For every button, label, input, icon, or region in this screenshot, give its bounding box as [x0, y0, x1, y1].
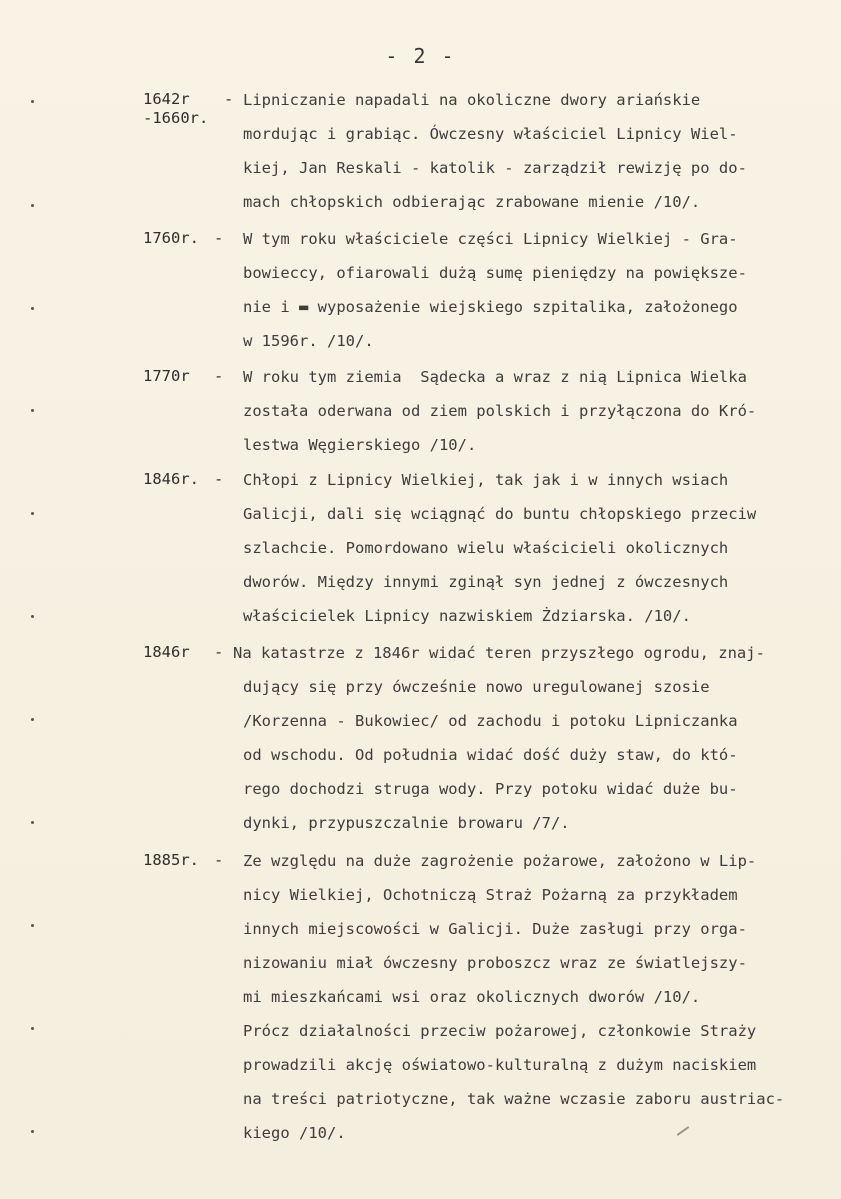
- text-line: właścicielek Lipnicy nazwiskiem Żdziarska. /10/.: [243, 607, 691, 625]
- text-line: na treści patriotyczne, tak ważne wczasie zaboru austriac-: [243, 1090, 785, 1108]
- margin-dot: [31, 1130, 34, 1133]
- entry-dash: -: [214, 470, 224, 488]
- entry-date: 1846r: [143, 643, 190, 661]
- entry-text: [243, 222, 813, 358]
- entry-text: [243, 360, 813, 462]
- entry-text: [243, 83, 813, 219]
- text-line: nie i ▬ wyposażenie wiejskiego szpitalika, założonego: [243, 298, 738, 316]
- text-line: /Korzenna - Bukowiec/ od zachodu i potoku Lipniczanka: [243, 712, 738, 730]
- text-line: mordując i grabiąc. Ówczesny właściciel Lipnicy Wiel-: [243, 125, 738, 143]
- entry-date: 1770r: [143, 367, 190, 385]
- margin-dot: [31, 718, 34, 721]
- text-line: Prócz działalności przeciw pożarowej, członkowie Straży: [243, 1022, 757, 1040]
- text-line: od wschodu. Od południa widać dość duży staw, do któ-: [243, 746, 738, 764]
- entry-date: 1760r.: [143, 229, 199, 247]
- text-line: innych miejscowości w Galicji. Duże zasługi przy orga-: [243, 920, 747, 938]
- text-line: mi mieszkańcami wsi oraz okolicznych dworów /10/.: [243, 988, 701, 1006]
- text-line: bowieccy, ofiarowali dużą sumę pieniędzy na powiększe-: [243, 264, 747, 282]
- entry-text: [243, 844, 813, 1150]
- entry-date: 1642r -1660r.: [143, 90, 209, 127]
- text-line: Ze względu na duże zagrożenie pożarowe, założono w Lip-: [243, 852, 757, 870]
- margin-dot: [31, 409, 34, 412]
- text-line: Chłopi z Lipnicy Wielkiej, tak jak i w innych wsiach: [243, 471, 729, 489]
- text-line: Lipniczanie napadali na okoliczne dwory ariańskie: [243, 91, 701, 109]
- margin-dot: [31, 1027, 34, 1030]
- text-line: prowadzili akcję oświatowo-kulturalną z dużym naciskiem: [243, 1056, 757, 1074]
- text-line: dujący się przy ówcześnie nowo uregulowanej szosie: [243, 678, 710, 696]
- text-line: mach chłopskich odbierając zrabowane mienie /10/.: [243, 193, 701, 211]
- text-line: kiej, Jan Reskali - katolik - zarządził rewizję po do-: [243, 159, 747, 177]
- text-line: Na katastrze z 1846r widać teren przyszłego ogrodu, znaj-: [233, 644, 765, 662]
- text-line: dworów. Między innymi zginął syn jednej z ówczesnych: [243, 573, 729, 591]
- entry-dash: -: [214, 851, 224, 869]
- text-line: kiego /10/.: [243, 1124, 346, 1142]
- text-line: została oderwana od ziem polskich i przyłączona do Kró-: [243, 402, 757, 420]
- text-line: Galicji, dali się wciągnąć do buntu chłopskiego przeciw: [243, 505, 757, 523]
- margin-dot: [31, 615, 34, 618]
- margin-dot: [31, 204, 34, 207]
- entry-text: [233, 636, 803, 840]
- text-line: lestwa Węgierskiego /10/.: [243, 436, 477, 454]
- margin-dot: [31, 307, 34, 310]
- margin-dot: [31, 821, 34, 824]
- text-line: szlachcie. Pomordowano wielu właścicieli okolicznych: [243, 539, 729, 557]
- text-line: W roku tym ziemia Sądecka a wraz z nią Lipnica Wielka: [243, 368, 747, 386]
- page-number: - 2 -: [385, 44, 456, 68]
- margin-dot: [31, 924, 34, 927]
- text-line: dynki, przypuszczalnie browaru /7/.: [243, 814, 570, 832]
- text-line: rego dochodzi struga wody. Przy potoku widać duże bu-: [243, 780, 738, 798]
- text-line: W tym roku właściciele części Lipnicy Wielkiej - Gra-: [243, 230, 738, 248]
- entry-date: 1885r.: [143, 851, 199, 869]
- text-line: w 1596r. /10/.: [243, 332, 374, 350]
- text-line: nizowaniu miał ówczesny proboszcz wraz ze światlejszy-: [243, 954, 747, 972]
- margin-dot: [31, 100, 34, 103]
- entry-date: 1846r.: [143, 470, 199, 488]
- entry-dash: -: [214, 643, 224, 661]
- entry-dash: -: [224, 90, 234, 108]
- entry-text: [243, 463, 813, 633]
- text-line: nicy Wielkiej, Ochotniczą Straż Pożarną za przykładem: [243, 886, 738, 904]
- entry-dash: -: [214, 367, 224, 385]
- entry-dash: -: [214, 229, 224, 247]
- margin-dot: [31, 512, 34, 515]
